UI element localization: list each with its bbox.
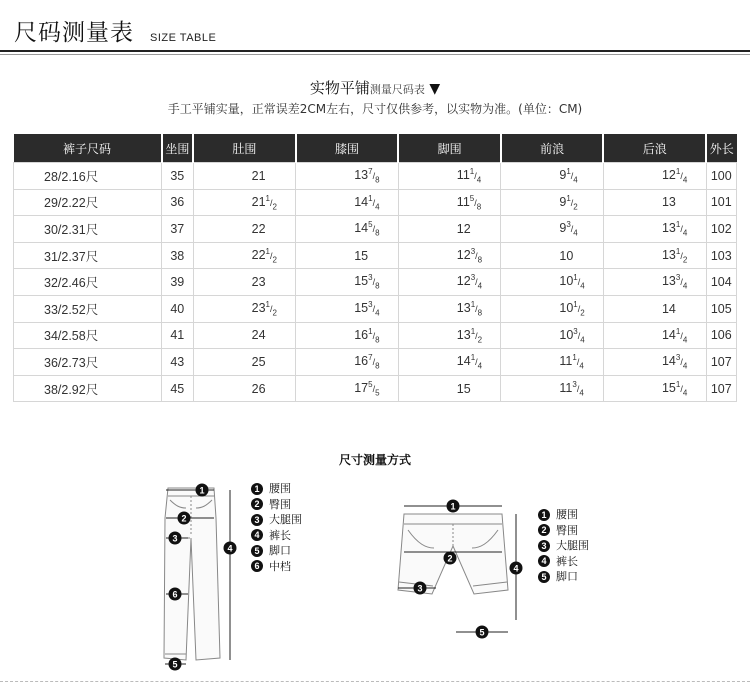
column-header: 后浪 <box>603 134 706 163</box>
table-cell: 22 <box>193 216 296 243</box>
table-cell: 12 <box>398 216 501 243</box>
table-cell: $22^1/_2$ <box>193 242 296 269</box>
marker-number: 1 <box>450 501 456 512</box>
table-row <box>14 216 737 243</box>
legend-number: 5 <box>251 545 263 557</box>
legend-number: 3 <box>251 514 263 526</box>
legend-number: 5 <box>538 571 550 583</box>
table-cell: 106 <box>706 322 736 349</box>
table-cell: 30/2.31尺 <box>14 216 162 243</box>
table-cell: 43 <box>162 349 194 376</box>
legend-item <box>538 507 589 523</box>
table-cell: 34/2.58尺 <box>14 322 162 349</box>
section-title <box>0 77 750 98</box>
column-header: 肚围 <box>193 134 296 163</box>
table-cell: $13^1/_8$ <box>398 295 501 322</box>
table-cell: 41 <box>162 322 194 349</box>
column-header: 外长 <box>706 134 736 163</box>
legend-label: 臀围 <box>556 523 578 537</box>
table-cell: $11^1/_4$ <box>501 349 604 376</box>
table-cell: $13^1/_4$ <box>603 216 706 243</box>
column-header: 脚围 <box>398 134 501 163</box>
marker-number: 5 <box>172 659 178 670</box>
table-cell: 32/2.46尺 <box>14 269 162 296</box>
page-subtitle: SIZE TABLE <box>150 32 217 44</box>
table-cell: $15^1/_4$ <box>603 375 706 402</box>
legend-label: 大腿围 <box>556 539 589 552</box>
table-row <box>14 295 737 322</box>
table-cell: 107 <box>706 375 736 402</box>
table-cell: 38 <box>162 242 194 269</box>
table-cell: $9^1/_2$ <box>501 189 604 216</box>
size-table <box>13 134 737 402</box>
marker-number: 6 <box>172 589 178 600</box>
header-divider-thin <box>0 54 750 55</box>
table-cell: 23 <box>193 269 296 296</box>
table-cell: 36/2.73尺 <box>14 349 162 376</box>
table-cell: 105 <box>706 295 736 322</box>
table-cell: 15 <box>398 375 501 402</box>
table-row <box>14 375 737 402</box>
table-cell: 33/2.52尺 <box>14 295 162 322</box>
legend-label: 腰围 <box>556 508 578 521</box>
table-cell: $12^3/_8$ <box>398 242 501 269</box>
pants-diagram <box>150 478 240 674</box>
table-row <box>14 242 737 269</box>
section-title-small: 测量尺码表 <box>369 83 425 96</box>
legend-number: 3 <box>538 540 550 552</box>
table-cell: $14^5/_8$ <box>296 216 399 243</box>
table-cell: 107 <box>706 349 736 376</box>
marker-number: 2 <box>447 553 453 564</box>
legend-item <box>251 481 302 497</box>
table-cell: 104 <box>706 269 736 296</box>
table-body <box>14 163 737 402</box>
legend-item <box>538 523 589 539</box>
table-cell: 24 <box>193 322 296 349</box>
table-cell: 101 <box>706 189 736 216</box>
down-arrow-icon: ▼ <box>429 81 441 97</box>
legend-item <box>251 528 302 544</box>
table-cell: $10^1/_4$ <box>501 269 604 296</box>
table-row <box>14 322 737 349</box>
table-header-row <box>14 134 737 163</box>
legend-number: 4 <box>251 529 263 541</box>
table-row <box>14 189 737 216</box>
marker-number: 1 <box>199 485 205 496</box>
table-cell: 40 <box>162 295 194 322</box>
legend-item <box>538 538 589 554</box>
page-header <box>0 0 750 52</box>
table-cell: $12^3/_4$ <box>398 269 501 296</box>
table-cell: $13^7/_8$ <box>296 163 399 190</box>
table-cell: 10 <box>501 242 604 269</box>
table-cell: $15^3/_4$ <box>296 295 399 322</box>
table-cell: $13^3/_4$ <box>603 269 706 296</box>
legend-item <box>251 543 302 559</box>
legend-number: 2 <box>251 498 263 510</box>
table-cell: $14^3/_4$ <box>603 349 706 376</box>
pants-legend <box>251 481 302 574</box>
legend-label: 腰围 <box>269 482 291 495</box>
table-cell: 14 <box>603 295 706 322</box>
legend-number: 2 <box>538 524 550 536</box>
table-cell: 31/2.37尺 <box>14 242 162 269</box>
table-row <box>14 269 737 296</box>
legend-label: 裤长 <box>269 528 291 542</box>
table-cell: $17^5/_5$ <box>296 375 399 402</box>
legend-item <box>538 569 589 585</box>
table-cell: $9^1/_4$ <box>501 163 604 190</box>
table-cell: $14^1/_4$ <box>296 189 399 216</box>
table-cell: $9^3/_4$ <box>501 216 604 243</box>
legend-item <box>251 497 302 513</box>
table-cell: $11^5/_8$ <box>398 189 501 216</box>
legend-item <box>251 512 302 528</box>
table-cell: $21^1/_2$ <box>193 189 296 216</box>
column-header: 膝围 <box>296 134 399 163</box>
table-cell: 21 <box>193 163 296 190</box>
legend-label: 脚口 <box>269 544 291 557</box>
legend-number: 1 <box>538 509 550 521</box>
table-row <box>14 163 737 190</box>
table-cell: 102 <box>706 216 736 243</box>
table-cell: $14^1/_4$ <box>603 322 706 349</box>
marker-number: 5 <box>479 627 485 638</box>
legend-item <box>251 559 302 575</box>
table-cell: 39 <box>162 269 194 296</box>
table-cell: $23^1/_2$ <box>193 295 296 322</box>
legend-item <box>538 554 589 570</box>
marker-number: 4 <box>513 563 519 574</box>
header-divider <box>0 50 750 52</box>
marker-number: 2 <box>181 513 187 524</box>
table-cell: $12^1/_4$ <box>603 163 706 190</box>
column-header: 前浪 <box>501 134 604 163</box>
table-cell: 37 <box>162 216 194 243</box>
table-cell: $10^1/_2$ <box>501 295 604 322</box>
table-cell: 15 <box>296 242 399 269</box>
marker-number: 3 <box>417 583 423 594</box>
table-cell: $13^1/_2$ <box>603 242 706 269</box>
bottom-divider <box>0 681 750 682</box>
table-cell: 25 <box>193 349 296 376</box>
shorts-diagram <box>390 494 530 646</box>
table-row <box>14 349 737 376</box>
table-cell: $16^7/_8$ <box>296 349 399 376</box>
table-cell: 103 <box>706 242 736 269</box>
marker-number: 4 <box>227 543 233 554</box>
table-cell: 38/2.92尺 <box>14 375 162 402</box>
table-cell: 45 <box>162 375 194 402</box>
legend-label: 裤长 <box>556 554 578 568</box>
table-cell: $11^1/_4$ <box>398 163 501 190</box>
page-title: 尺码测量表 <box>14 20 134 46</box>
table-cell: 35 <box>162 163 194 190</box>
legend-label: 脚口 <box>556 570 578 583</box>
table-cell: 36 <box>162 189 194 216</box>
legend-number: 4 <box>538 555 550 567</box>
column-header: 裤子尺码 <box>14 134 162 163</box>
table-cell: $15^3/_8$ <box>296 269 399 296</box>
table-cell: 28/2.16尺 <box>14 163 162 190</box>
section-title-main: 实物平铺 <box>309 79 370 97</box>
legend-label: 臀围 <box>269 497 291 511</box>
legend-number: 6 <box>251 560 263 572</box>
table-cell: $14^1/_4$ <box>398 349 501 376</box>
table-cell: $10^3/_4$ <box>501 322 604 349</box>
marker-number: 3 <box>172 533 178 544</box>
legend-label: 大腿围 <box>269 513 302 526</box>
legend-number: 1 <box>251 483 263 495</box>
table-cell: $11^3/_4$ <box>501 375 604 402</box>
section-description: 手工平铺实量，正常误差2CM左右，尺寸仅供参考，以实物为准。(单位：CM) <box>167 102 583 116</box>
shorts-legend <box>538 507 589 585</box>
table-cell: 13 <box>603 189 706 216</box>
column-header: 坐围 <box>162 134 194 163</box>
table-cell: 29/2.22尺 <box>14 189 162 216</box>
table-cell: $16^1/_8$ <box>296 322 399 349</box>
table-cell: 26 <box>193 375 296 402</box>
measure-title: 尺寸测量方式 <box>338 453 411 467</box>
table-cell: 100 <box>706 163 736 190</box>
legend-label: 中档 <box>269 559 291 573</box>
table-cell: $13^1/_2$ <box>398 322 501 349</box>
